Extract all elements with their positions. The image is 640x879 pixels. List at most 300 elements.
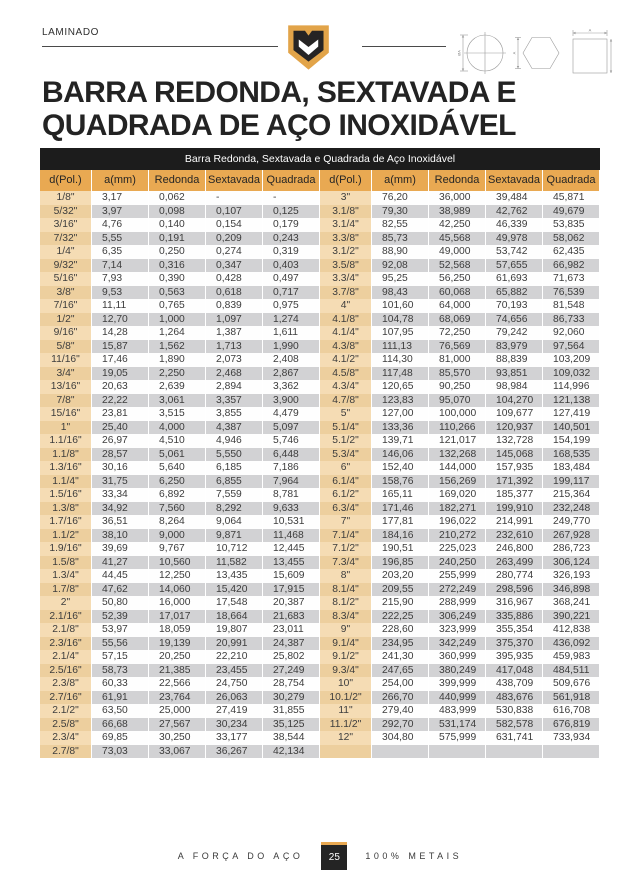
weight-cell: 79,242 xyxy=(486,326,543,340)
weight-cell: 0,428 xyxy=(206,272,263,286)
weight-cell: 171,392 xyxy=(486,475,543,489)
page-title-line2: QUADRADA DE AÇO INOXIDÁVEL xyxy=(42,109,516,142)
weight-cell: 0,062 xyxy=(149,191,206,205)
weight-cell: 57,655 xyxy=(486,259,543,273)
weight-cell: - xyxy=(263,191,320,205)
weight-cell: 46,339 xyxy=(486,218,543,232)
weight-cell: 19,05 xyxy=(92,367,149,381)
size-cell: 11" xyxy=(320,704,372,718)
size-cell: 9.3/4" xyxy=(320,664,372,678)
weight-cell: 0,319 xyxy=(263,245,320,259)
weight-cell: 12,250 xyxy=(149,569,206,583)
weight-cell: 127,00 xyxy=(372,407,429,421)
weight-cell: 234,95 xyxy=(372,637,429,651)
weight-cell: 86,733 xyxy=(543,313,600,327)
weight-cell: 335,886 xyxy=(486,610,543,624)
weight-cell: 52,39 xyxy=(92,610,149,624)
weight-cell: 15,87 xyxy=(92,340,149,354)
size-cell: 1.1/2" xyxy=(40,529,92,543)
weight-cell: 13,455 xyxy=(263,556,320,570)
size-cell: 6.3/4" xyxy=(320,502,372,516)
weight-cell: 0,274 xyxy=(206,245,263,259)
weight-cell: 93,851 xyxy=(486,367,543,381)
size-cell: 4.1/2" xyxy=(320,353,372,367)
page-footer xyxy=(0,842,640,870)
size-cell: 5.1/2" xyxy=(320,434,372,448)
weight-cell: 483,676 xyxy=(486,691,543,705)
weight-cell: 19,807 xyxy=(206,623,263,637)
weight-cell: 53,835 xyxy=(543,218,600,232)
size-cell: 9/16" xyxy=(40,326,92,340)
size-cell: 9.1/4" xyxy=(320,637,372,651)
weight-cell: 109,032 xyxy=(543,367,600,381)
weight-cell: 0,140 xyxy=(149,218,206,232)
weight-cell: 255,999 xyxy=(429,569,486,583)
size-cell: 2.7/16" xyxy=(40,691,92,705)
weight-cell: 509,676 xyxy=(543,677,600,691)
weight-cell: 2,250 xyxy=(149,367,206,381)
weight-cell: 25,802 xyxy=(263,650,320,664)
size-cell: 8.1/4" xyxy=(320,583,372,597)
weight-cell: 72,250 xyxy=(429,326,486,340)
weight-cell: 18,059 xyxy=(149,623,206,637)
weight-cell: 49,978 xyxy=(486,232,543,246)
weight-cell: 157,935 xyxy=(486,461,543,475)
weight-cell: 127,419 xyxy=(543,407,600,421)
weight-cell: 28,754 xyxy=(263,677,320,691)
weight-cell: 190,51 xyxy=(372,542,429,556)
square-section-icon xyxy=(573,28,612,74)
weight-cell: 39,69 xyxy=(92,542,149,556)
column-header: Quadrada xyxy=(543,170,600,191)
weight-cell: 6,250 xyxy=(149,475,206,489)
weight-cell: 8,781 xyxy=(263,488,320,502)
weight-cell: 145,068 xyxy=(486,448,543,462)
weight-cell: 196,85 xyxy=(372,556,429,570)
column-header: Redonda xyxy=(149,170,206,191)
size-cell: 2" xyxy=(40,596,92,610)
weight-cell: 3,515 xyxy=(149,407,206,421)
weight-cell: 183,484 xyxy=(543,461,600,475)
weight-cell: 20,991 xyxy=(206,637,263,651)
size-cell: 12" xyxy=(320,731,372,745)
weight-cell: 107,95 xyxy=(372,326,429,340)
weight-cell: 21,683 xyxy=(263,610,320,624)
weight-cell: 23,455 xyxy=(206,664,263,678)
size-cell: 1/8" xyxy=(40,191,92,205)
weight-cell: 16,000 xyxy=(149,596,206,610)
weight-cell: 272,249 xyxy=(429,583,486,597)
weight-cell: 49,679 xyxy=(543,205,600,219)
weight-cell: 215,364 xyxy=(543,488,600,502)
weight-cell: 0,618 xyxy=(206,286,263,300)
weight-cell: 582,578 xyxy=(486,718,543,732)
weight-cell: 15,609 xyxy=(263,569,320,583)
weight-cell: 323,999 xyxy=(429,623,486,637)
weight-cell: 368,241 xyxy=(543,596,600,610)
profile-diagrams xyxy=(455,27,615,83)
weight-cell: 33,34 xyxy=(92,488,149,502)
size-cell xyxy=(320,745,372,759)
weight-cell: 38,544 xyxy=(263,731,320,745)
size-cell: 1.3/16" xyxy=(40,461,92,475)
weight-cell: 4,387 xyxy=(206,421,263,435)
weight-cell: 5,550 xyxy=(206,448,263,462)
weight-cell: 232,610 xyxy=(486,529,543,543)
weight-cell xyxy=(486,745,543,759)
weight-cell: 76,539 xyxy=(543,286,600,300)
weight-cell: 0,497 xyxy=(263,272,320,286)
weight-cell: 45,871 xyxy=(543,191,600,205)
brand-logo-icon xyxy=(282,21,335,74)
size-cell: 3" xyxy=(320,191,372,205)
weight-cell: 616,708 xyxy=(543,704,600,718)
weight-cell: 1,264 xyxy=(149,326,206,340)
weight-cell: 38,989 xyxy=(429,205,486,219)
size-cell: 5.1/4" xyxy=(320,421,372,435)
column-header: Quadrada xyxy=(263,170,320,191)
svg-text:A: A xyxy=(588,27,592,33)
weight-cell: 0,243 xyxy=(263,232,320,246)
weight-cell: 31,75 xyxy=(92,475,149,489)
weight-cell: 121,017 xyxy=(429,434,486,448)
weight-cell: 286,723 xyxy=(543,542,600,556)
weight-cell: 1,990 xyxy=(263,340,320,354)
weight-cell: 110,266 xyxy=(429,421,486,435)
weight-cell: 53,97 xyxy=(92,623,149,637)
weight-cell: 61,693 xyxy=(486,272,543,286)
weight-cell: 4,946 xyxy=(206,434,263,448)
weight-cell: 92,060 xyxy=(543,326,600,340)
weight-cell: 0,403 xyxy=(263,259,320,273)
weight-cell: 2,639 xyxy=(149,380,206,394)
column-header: Redonda xyxy=(429,170,486,191)
svg-text:A: A xyxy=(511,51,517,55)
weight-cell: 531,174 xyxy=(429,718,486,732)
weight-cell: 6,448 xyxy=(263,448,320,462)
weight-cell: 2,073 xyxy=(206,353,263,367)
weight-cell: 33,067 xyxy=(149,745,206,759)
weight-cell: - xyxy=(206,191,263,205)
size-cell: 2.3/4" xyxy=(40,731,92,745)
size-cell: 6.1/4" xyxy=(320,475,372,489)
weight-cell: 304,80 xyxy=(372,731,429,745)
weight-cell: 58,73 xyxy=(92,664,149,678)
weight-cell: 575,999 xyxy=(429,731,486,745)
size-cell: 5.3/4" xyxy=(320,448,372,462)
weight-cell xyxy=(543,745,600,759)
size-cell: 3.3/4" xyxy=(320,272,372,286)
weight-cell: 1,387 xyxy=(206,326,263,340)
header-rule-right xyxy=(362,46,446,47)
size-cell: 2.1/8" xyxy=(40,623,92,637)
weight-cell: 6,185 xyxy=(206,461,263,475)
weight-cell: 4,76 xyxy=(92,218,149,232)
size-cell: 4.3/8" xyxy=(320,340,372,354)
weight-cell: 0,975 xyxy=(263,299,320,313)
size-cell: 1/2" xyxy=(40,313,92,327)
weight-cell: 326,193 xyxy=(543,569,600,583)
weight-cell: 0,390 xyxy=(149,272,206,286)
weight-cell: 139,71 xyxy=(372,434,429,448)
weight-cell: 154,199 xyxy=(543,434,600,448)
weight-cell: 0,839 xyxy=(206,299,263,313)
weight-cell xyxy=(372,745,429,759)
weight-cell: 11,582 xyxy=(206,556,263,570)
weight-cell: 9,633 xyxy=(263,502,320,516)
size-cell: 1.5/8" xyxy=(40,556,92,570)
weight-cell: 18,664 xyxy=(206,610,263,624)
svg-text:ØA: ØA xyxy=(456,50,462,56)
weight-cell: 438,709 xyxy=(486,677,543,691)
size-cell: 15/16" xyxy=(40,407,92,421)
column-header: Sextavada xyxy=(486,170,543,191)
column-header: a(mm) xyxy=(92,170,149,191)
size-cell: 5" xyxy=(320,407,372,421)
weight-cell: 23,81 xyxy=(92,407,149,421)
weight-cell: 68,069 xyxy=(429,313,486,327)
size-cell: 7.3/4" xyxy=(320,556,372,570)
weight-cell: 52,568 xyxy=(429,259,486,273)
size-cell: 10" xyxy=(320,677,372,691)
weight-cell: 240,250 xyxy=(429,556,486,570)
weight-cell: 168,535 xyxy=(543,448,600,462)
size-cell: 1.7/8" xyxy=(40,583,92,597)
weight-cell: 399,999 xyxy=(429,677,486,691)
weight-cell: 88,90 xyxy=(372,245,429,259)
weight-cell: 0,209 xyxy=(206,232,263,246)
weight-cell: 104,270 xyxy=(486,394,543,408)
weight-cell: 7,14 xyxy=(92,259,149,273)
weight-cell: 120,65 xyxy=(372,380,429,394)
weight-cell: 117,48 xyxy=(372,367,429,381)
weight-cell: 60,33 xyxy=(92,677,149,691)
weight-cell: 111,13 xyxy=(372,340,429,354)
weight-cell: 5,746 xyxy=(263,434,320,448)
weight-cell: 22,210 xyxy=(206,650,263,664)
weight-cell: 23,764 xyxy=(149,691,206,705)
size-cell: 11/16" xyxy=(40,353,92,367)
size-cell: 2.1/2" xyxy=(40,704,92,718)
size-cell: 5/32" xyxy=(40,205,92,219)
weight-cell: 306,124 xyxy=(543,556,600,570)
weight-cell: 23,011 xyxy=(263,623,320,637)
weight-cell: 121,138 xyxy=(543,394,600,408)
weight-cell: 0,154 xyxy=(206,218,263,232)
weight-cell: 232,248 xyxy=(543,502,600,516)
weight-cell: 22,22 xyxy=(92,394,149,408)
size-cell: 7/16" xyxy=(40,299,92,313)
weight-cell: 246,800 xyxy=(486,542,543,556)
weight-cell: 4,479 xyxy=(263,407,320,421)
size-cell: 4.7/8" xyxy=(320,394,372,408)
weight-cell: 132,268 xyxy=(429,448,486,462)
size-cell: 7/8" xyxy=(40,394,92,408)
weight-cell: 4,000 xyxy=(149,421,206,435)
size-cell: 2.3/8" xyxy=(40,677,92,691)
weight-cell: 2,867 xyxy=(263,367,320,381)
weight-cell xyxy=(429,745,486,759)
weight-cell: 11,11 xyxy=(92,299,149,313)
weight-cell: 0,717 xyxy=(263,286,320,300)
size-cell: 3.1/4" xyxy=(320,218,372,232)
size-cell: 5/16" xyxy=(40,272,92,286)
column-header: d(Pol.) xyxy=(320,170,372,191)
weight-cell: 631,741 xyxy=(486,731,543,745)
size-cell: 3.3/8" xyxy=(320,232,372,246)
size-cell: 3/4" xyxy=(40,367,92,381)
weight-cell: 484,511 xyxy=(543,664,600,678)
size-cell: 4.1/4" xyxy=(320,326,372,340)
weight-cell: 69,85 xyxy=(92,731,149,745)
size-cell: 2.1/4" xyxy=(40,650,92,664)
weight-cell: 25,000 xyxy=(149,704,206,718)
weight-cell: 380,249 xyxy=(429,664,486,678)
size-cell: 3.1/8" xyxy=(320,205,372,219)
weight-cell: 417,048 xyxy=(486,664,543,678)
weight-cell: 140,501 xyxy=(543,421,600,435)
weight-cell: 266,70 xyxy=(372,691,429,705)
weight-cell: 249,770 xyxy=(543,515,600,529)
weight-cell: 22,566 xyxy=(149,677,206,691)
weight-cell: 57,15 xyxy=(92,650,149,664)
weight-cell: 63,50 xyxy=(92,704,149,718)
weight-cell: 73,03 xyxy=(92,745,149,759)
weight-cell: 298,596 xyxy=(486,583,543,597)
size-cell: 7.1/2" xyxy=(320,542,372,556)
weight-cell: 9,871 xyxy=(206,529,263,543)
round-section-icon xyxy=(457,32,507,74)
weight-cell: 7,559 xyxy=(206,488,263,502)
size-cell: 4.1/8" xyxy=(320,313,372,327)
weight-cell: 152,40 xyxy=(372,461,429,475)
size-cell: 3/16" xyxy=(40,218,92,232)
weight-cell: 55,56 xyxy=(92,637,149,651)
weight-cell: 12,70 xyxy=(92,313,149,327)
weight-cell: 83,979 xyxy=(486,340,543,354)
weight-cell: 28,57 xyxy=(92,448,149,462)
weight-cell: 561,918 xyxy=(543,691,600,705)
size-cell: 1.1/8" xyxy=(40,448,92,462)
weight-cell: 44,45 xyxy=(92,569,149,583)
weight-cell: 95,25 xyxy=(372,272,429,286)
weight-cell: 64,000 xyxy=(429,299,486,313)
weight-cell: 85,570 xyxy=(429,367,486,381)
weight-cell: 12,445 xyxy=(263,542,320,556)
weight-cell: 171,46 xyxy=(372,502,429,516)
weight-cell: 158,76 xyxy=(372,475,429,489)
weight-cell: 82,55 xyxy=(372,218,429,232)
weight-cell: 209,55 xyxy=(372,583,429,597)
weight-cell: 2,468 xyxy=(206,367,263,381)
header-rule-left xyxy=(42,46,278,47)
weight-cell: 203,20 xyxy=(372,569,429,583)
footer-slogan-left: A FORÇA DO AÇO xyxy=(177,851,304,861)
weight-cell: 120,937 xyxy=(486,421,543,435)
weight-cell: 375,370 xyxy=(486,637,543,651)
weight-cell: 76,569 xyxy=(429,340,486,354)
size-cell: 11.1/2" xyxy=(320,718,372,732)
size-cell: 7.1/4" xyxy=(320,529,372,543)
page-number-badge: 25 xyxy=(321,842,347,870)
weight-cell: 85,73 xyxy=(372,232,429,246)
weight-cell: 1,562 xyxy=(149,340,206,354)
weight-cell: 280,774 xyxy=(486,569,543,583)
size-cell: 3/8" xyxy=(40,286,92,300)
weight-cell: 2,408 xyxy=(263,353,320,367)
weight-cell: 17,46 xyxy=(92,353,149,367)
weight-cell: 169,020 xyxy=(429,488,486,502)
weight-cell: 3,061 xyxy=(149,394,206,408)
weight-cell: 98,43 xyxy=(372,286,429,300)
weight-cell: 146,06 xyxy=(372,448,429,462)
weight-cell: 177,81 xyxy=(372,515,429,529)
weight-cell: 3,17 xyxy=(92,191,149,205)
weight-cell: 70,193 xyxy=(486,299,543,313)
column-header: d(Pol.) xyxy=(40,170,92,191)
weight-cell: 267,928 xyxy=(543,529,600,543)
weight-cell: 215,90 xyxy=(372,596,429,610)
size-cell: 3.7/8" xyxy=(320,286,372,300)
weight-cell: 8,264 xyxy=(149,515,206,529)
weight-cell: 114,996 xyxy=(543,380,600,394)
weight-cell: 47,62 xyxy=(92,583,149,597)
weight-cell: 103,209 xyxy=(543,353,600,367)
weight-cell: 36,000 xyxy=(429,191,486,205)
weight-cell: 10,531 xyxy=(263,515,320,529)
weight-cell: 17,915 xyxy=(263,583,320,597)
weight-cell: 132,728 xyxy=(486,434,543,448)
weight-cell: 58,062 xyxy=(543,232,600,246)
weight-cell: 254,00 xyxy=(372,677,429,691)
size-cell: 2.5/8" xyxy=(40,718,92,732)
weight-cell: 1,713 xyxy=(206,340,263,354)
weight-cell: 3,855 xyxy=(206,407,263,421)
weight-cell: 15,420 xyxy=(206,583,263,597)
size-cell: 2.3/16" xyxy=(40,637,92,651)
weight-cell: 355,354 xyxy=(486,623,543,637)
weight-cell: 0,107 xyxy=(206,205,263,219)
weight-cell: 185,377 xyxy=(486,488,543,502)
weight-cell: 7,964 xyxy=(263,475,320,489)
weight-cell: 306,249 xyxy=(429,610,486,624)
weight-cell: 214,991 xyxy=(486,515,543,529)
weight-cell: 4,510 xyxy=(149,434,206,448)
weight-cell: 21,385 xyxy=(149,664,206,678)
weight-cell: 133,36 xyxy=(372,421,429,435)
weight-cell: 279,40 xyxy=(372,704,429,718)
size-cell: 1.1/16" xyxy=(40,434,92,448)
size-cell: 9" xyxy=(320,623,372,637)
size-cell: 1.1/4" xyxy=(40,475,92,489)
weight-cell: 36,267 xyxy=(206,745,263,759)
weight-cell: 17,017 xyxy=(149,610,206,624)
weight-cell: 27,249 xyxy=(263,664,320,678)
weight-cell: 288,999 xyxy=(429,596,486,610)
weight-cell: 27,567 xyxy=(149,718,206,732)
weight-cell: 62,435 xyxy=(543,245,600,259)
weight-cell: 412,838 xyxy=(543,623,600,637)
weight-cell: 39,484 xyxy=(486,191,543,205)
weight-cell: 1,097 xyxy=(206,313,263,327)
weight-cell: 26,97 xyxy=(92,434,149,448)
size-cell: 5/8" xyxy=(40,340,92,354)
weight-cell: 5,097 xyxy=(263,421,320,435)
weight-cell: 292,70 xyxy=(372,718,429,732)
weight-cell: 90,250 xyxy=(429,380,486,394)
weight-cell: 6,35 xyxy=(92,245,149,259)
weight-cell: 65,882 xyxy=(486,286,543,300)
